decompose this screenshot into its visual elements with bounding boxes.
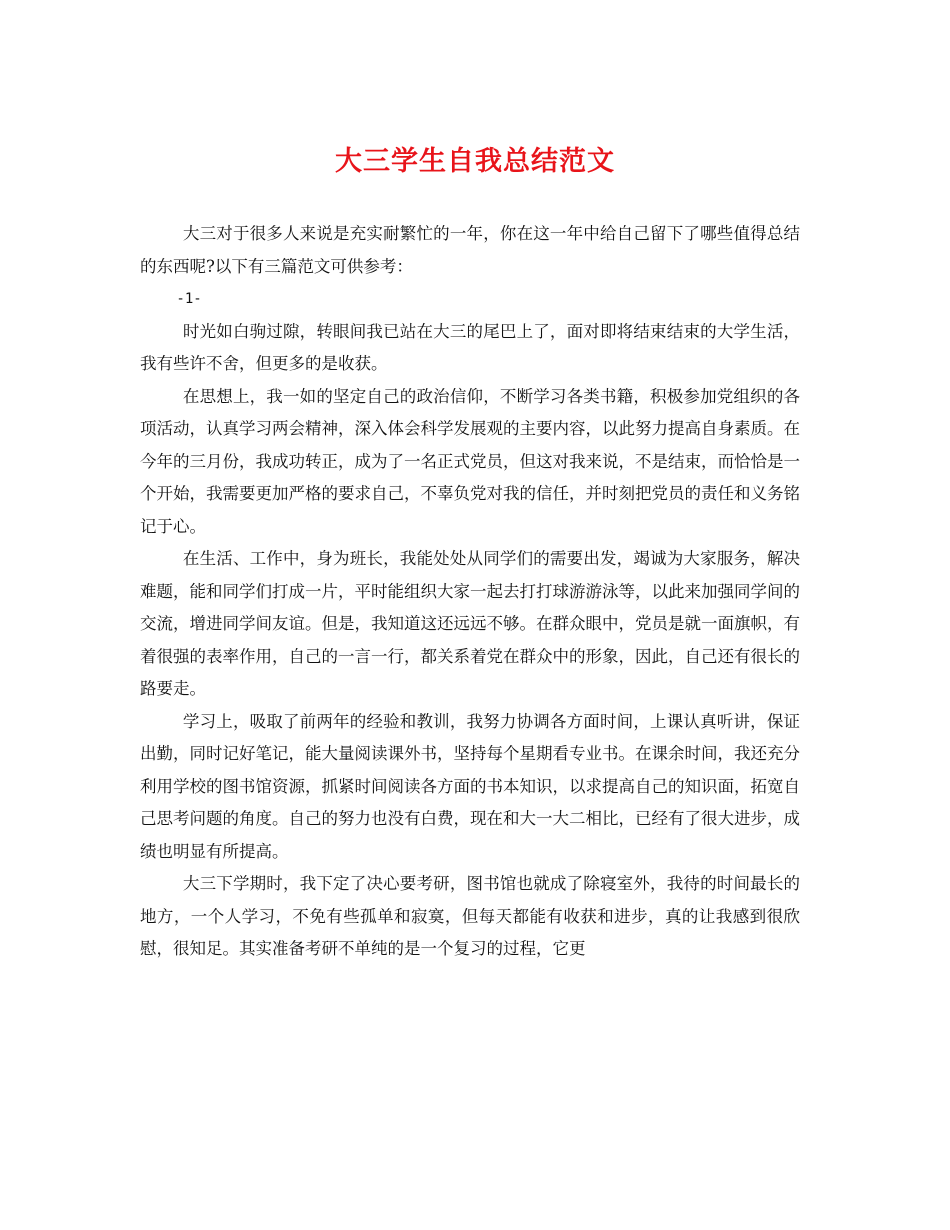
section-marker: -1- [176, 291, 202, 307]
document-title: 大三学生自我总结范文 [335, 146, 615, 177]
body-paragraph-1: 时光如白驹过隙，转眼间我已站在大三的尾巴上了，面对即将结束结束的大学生活，我有些许不舍，但更多的是收获。 [140, 321, 800, 373]
body-paragraph-5: 大三下学期时，我下定了决心要考研，图书馆也就成了除寝室外，我待的时间最长的地方，一个人学习，不免有些孤单和寂寞，但每天都能有收获和进步，真的让我感到很欣慰，很知足。其实准备考研不单纯的是一个复习的过程，它更 [140, 874, 800, 958]
document-body [140, 218, 800, 966]
body-paragraph-3: 在生活、工作中，身为班长，我能处处从同学们的需要出发，竭诚为大家服务，解决难题，能和同学们打成一片，平时能组织大家一起去打打球游游泳等，以此来加强同学间的交流，增进同学间友谊。但是，我知道这还远远不够。在群众眼中，党员是就一面旗帜，有着很强的表率作用，自己的一言一行，都关系着党在群众中的形象，因此，自己还有很长的路要走。 [140, 549, 800, 698]
body-paragraph-2: 在思想上，我一如的坚定自己的政治信仰，不断学习各类书籍，积极参加党组织的各项活动，认真学习两会精神，深入体会科学发展观的主要内容，以此努力提高自身素质。在今年的三月份，我成功转正，成为了一名正式党员，但这对我来说，不是结束，而恰恰是一个开始，我需要更加严格的要求自己，不辜负党对我的信任，并时刻把党员的责任和义务铭记于心。 [140, 386, 800, 536]
intro-paragraph: 大三对于很多人来说是充实耐繁忙的一年，你在这一年中给自己留下了哪些值得总结的东西呢?以下有三篇范文可供参考： [140, 224, 800, 276]
body-paragraph-4: 学习上，吸取了前两年的经验和教训，我努力协调各方面时间，上课认真听讲，保证出勤，同时记好笔记，能大量阅读课外书，坚持每个星期看专业书。在课余时间，我还充分利用学校的图书馆资源，抓紧时间阅读各方面的书本知识，以求提高自己的知识面，拓宽自己思考问题的角度。自己的努力也没有白费，现在和大一大二相比，已经有了很大进步，成绩也明显有所提高。 [140, 711, 800, 861]
